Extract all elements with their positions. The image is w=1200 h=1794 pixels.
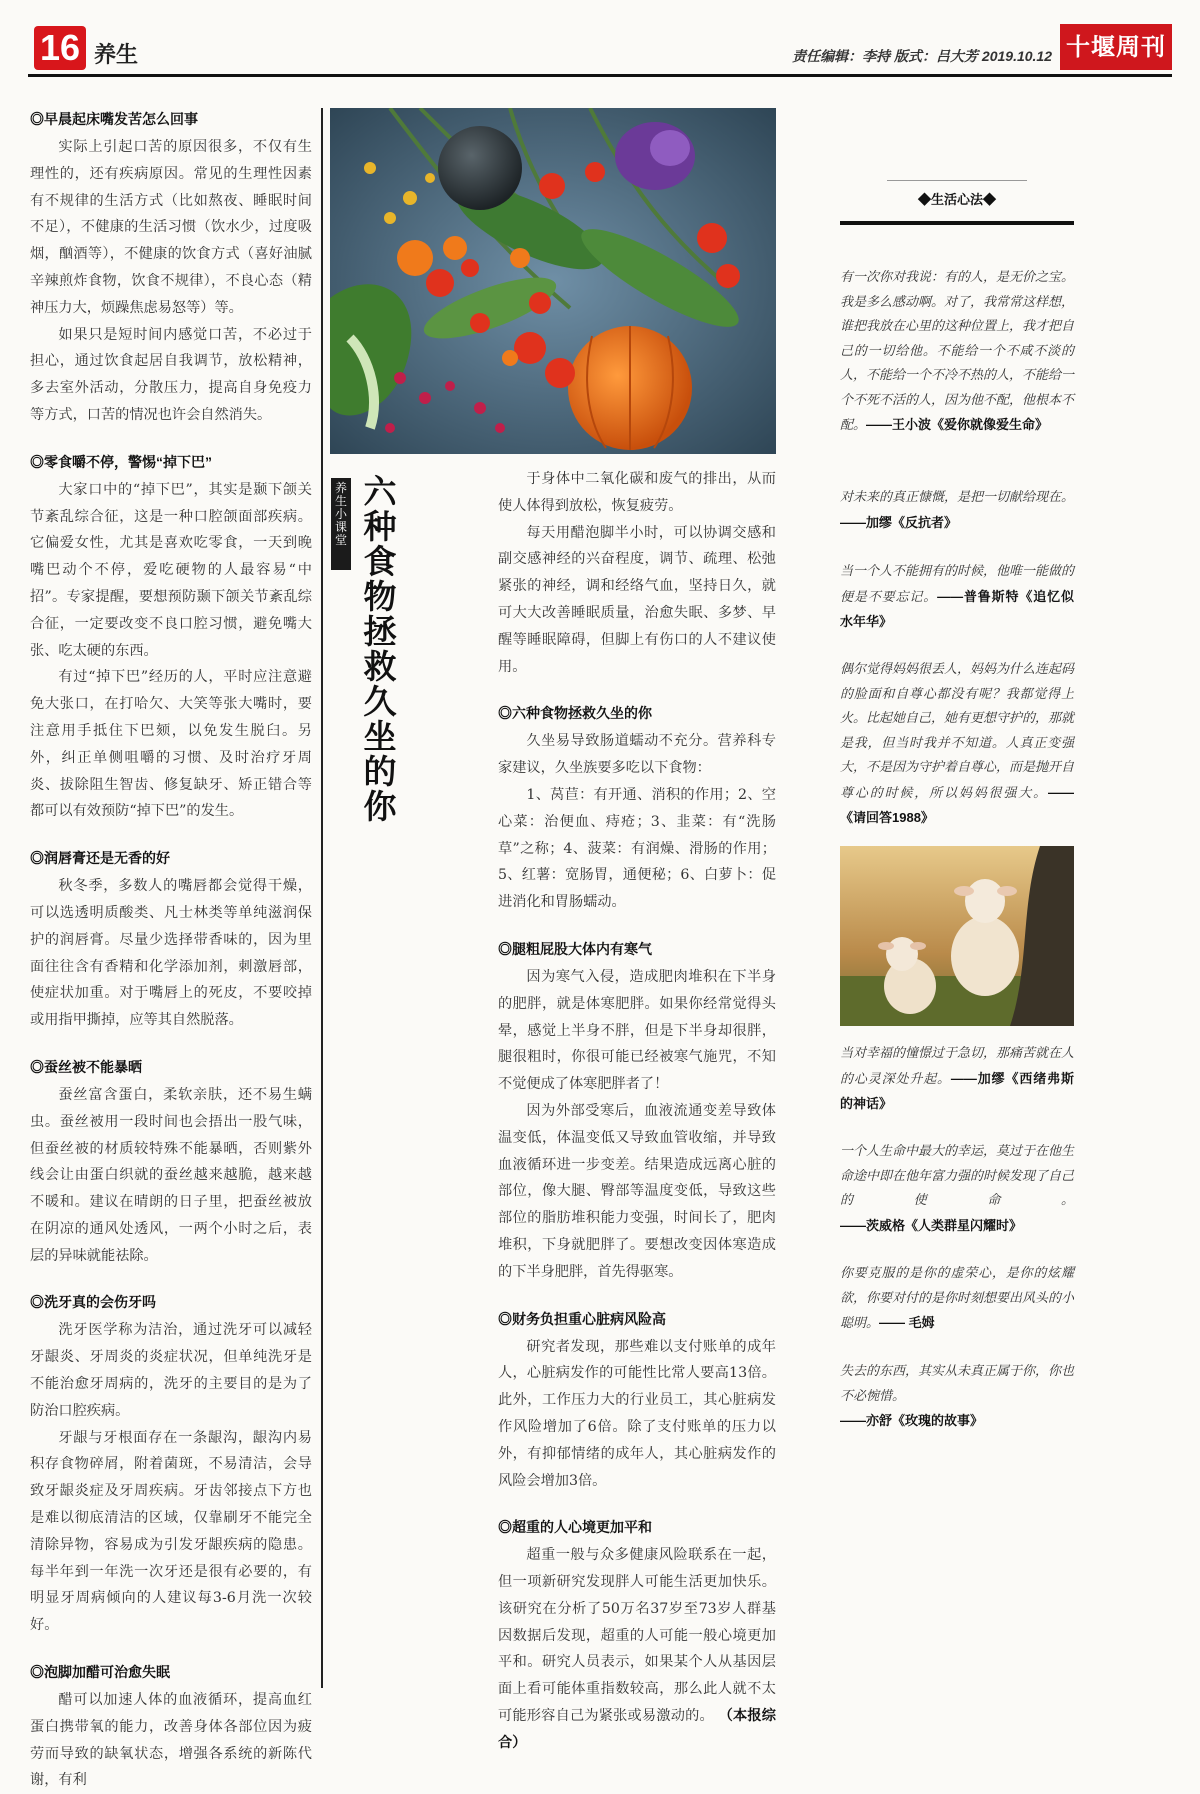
article-paragraph: 每天用醋泡脚半小时，可以协调交感和副交感神经的兴奋程度，调节、疏理、松弛紧张的神经，调和经络气血，坚持日久，就可大大改善睡眠质量，治愈失眠、多梦、早醒等睡眠障碍，但脚上有伤口的人不建议使用。 — [498, 524, 776, 675]
article-heading: ◎财务负担重心脏病风险高 — [498, 1310, 666, 1327]
quote-text: 偶尔觉得妈妈很丢人，妈妈为什么连起码的脸面和自尊心都没有呢？我都觉得上火。比起她自己，她有更想守护的，那就是我，但当时我并不知道。人真正变强大，不是因为守护着自尊心，而是抛开自尊心的时候，所以妈妈很强大。 — [840, 662, 1075, 801]
quote-text: 有一次你对我说：有的人，是无价之宝。我是多么感动啊。对了，我常常这样想，谁把我放在心里的这种位置上，我才把自己的一切给他。不能给一个不咸不淡的人，不能给一个不冷不热的人，不能给一个不死不活的人，因为他不配，他根本不配。 — [840, 270, 1075, 433]
section-title: 养生 — [94, 42, 139, 67]
article-heading: ◎零食嚼不停，警惕“掉下巴” — [30, 453, 212, 470]
quote-source: ——《请回答1988》 — [840, 784, 1074, 825]
quotes-title: ◆生活心法◆ — [887, 180, 1027, 215]
quote-text: 当对幸福的憧憬过于急切，那痛苦就在人的心灵深处升起。 — [840, 1046, 1075, 1087]
article-paragraph: 研究者发现，那些难以支付账单的成年人，心脏病发作的可能性比常人要高13倍。此外，工作压力大的行业员工，其心脏病发作风险增加了6倍。除了支付账单的压力以外，有抑郁情绪的成年人，其心脏病发作的风险会增加3倍。 — [498, 1338, 776, 1489]
masthead-logo: 十堰周刊 — [1060, 24, 1172, 70]
quote-text: 你要克服的是你的虚荣心，是你的炫耀欲，你要对付的是你时刻想要出风头的小聪明。 — [840, 1266, 1075, 1331]
article-paragraph: 醋可以加速人体的血液循环，提高血红蛋白携带氧的能力，改善身体各部位因为疲劳而导致的缺氧状态，增强各系统的新陈代谢，有利 — [30, 1692, 312, 1789]
article-paragraph: 蚕丝富含蛋白，柔软亲肤，还不易生螨虫。蚕丝被用一段时间也会捂出一股气味，但蚕丝被的材质较特殊不能暴晒，否则紫外线会让由蛋白织就的蚕丝越来越脆，越来越不暖和。建议在晴朗的日子里，把蚕丝被放在阴凉的通风处透风，一两个小时之后，表层的异味就能祛除。 — [30, 1086, 312, 1264]
article-paragraph: 久坐易导致肠道蠕动不充分。营养科专家建议，久坐族要多吃以下食物： — [498, 733, 776, 777]
article-heading: ◎腿粗屁股大体内有寒气 — [498, 940, 652, 957]
article-paragraph: 于身体中二氧化碳和废气的排出，从而使人体得到放松，恢复疲劳。 — [498, 471, 776, 514]
column-tag: 养生小课堂 — [331, 478, 351, 570]
article-paragraph: 秋冬季，多数人的嘴唇都会觉得干燥，可以选透明质酸类、凡士林类等单纯滋润保护的润唇膏。尽量少选择带香味的，因为里面往往含有香精和化学添加剂，刺激唇部，使症状加重。对于嘴唇上的死皮，不要咬掉或用指甲撕掉，应等其自然脱落。 — [30, 878, 312, 1029]
feature-title: 六种食物拯救久坐的你 — [363, 472, 397, 826]
article-heading: ◎早晨起床嘴发苦怎么回事 — [30, 111, 198, 127]
middle-column — [498, 466, 776, 1757]
quote-block — [840, 1140, 1074, 1239]
quote-block — [840, 266, 1074, 439]
left-column — [30, 108, 312, 1794]
article-heading: ◎超重的人心境更加平和 — [498, 1519, 652, 1536]
lambs-photo — [840, 846, 1074, 1026]
article-heading: ◎泡脚加醋可治愈失眠 — [30, 1664, 170, 1681]
quote-source: ——加缪《反抗者》 — [840, 514, 958, 530]
article-paragraph — [498, 1542, 776, 1756]
article-paragraph: 牙龈与牙根面存在一条龈沟，龈沟内易积存食物碎屑，附着菌斑，不易清洁，会导致牙龈炎症及牙周疾病。牙齿邻接点下方也是难以彻底清洁的区域，仅靠刷牙不能完全清除异物，容易成为引发牙龈疾病的隐患。每半年到一年洗一次牙还是很有必要的，有明显牙周病倾向的人建议每3-6月洗一次较好。 — [30, 1429, 312, 1634]
article-paragraph: 大家口中的“掉下巴”，其实是颞下颌关节紊乱综合征，这是一种口腔颌面部疾病。它偏爱女性，尤其是喜欢吃零食，一天到晚嘴巴动个不停，爱吃硬物的人最容易“中招”。专家提醒，要想预防颞下颌关节紊乱综合征，一定要改变不良口腔习惯，避免嘴大张、吃太硬的东西。 — [30, 481, 312, 659]
quote-text: 当一个人不能拥有的时候，他唯一能做的便是不要忘记。 — [840, 564, 1075, 605]
article-paragraph: 洗牙医学称为洁治，通过洗牙可以减轻牙龈炎、牙周炎的炎症状况，但单纯洗牙是不能治愈牙周病的，洗牙的主要目的是为了防治口腔疾病。 — [30, 1322, 312, 1419]
article-heading: ◎洗牙真的会伤牙吗 — [30, 1294, 156, 1311]
article-paragraph: 因为寒气入侵，造成肥肉堆积在下半身的肥胖，就是体寒肥胖。如果你经常觉得头晕，感觉上半身不胖，但是下半身却很胖，腿很粗时，你很可能已经被寒气施咒，不知不觉便成了体寒肥胖者了！ — [498, 968, 776, 1093]
quote-text: 失去的东西，其实从未真正属于你，你也不必惋惜。 — [840, 1364, 1075, 1404]
quotes-header — [840, 180, 1074, 225]
quote-text: 对未来的真正慷慨，是把一切献给现在。 — [840, 490, 1075, 505]
article-paragraph: 因为外部受寒后，血液流通变差导致体温变低，体温变低又导致血管收缩，并导致血液循环进一步变差。结果造成远离心脏的部位，像大腿、臀部等温度变低，导致这些部位的脂肪堆积能力变强，时间长了，肥肉堆积，下身就肥胖了。要想改变因体寒造成的下半身肥胖，首先得驱寒。 — [498, 1102, 776, 1280]
article-text: 超重一般与众多健康风险联系在一起，但一项新研究发现胖人可能生活更加快乐。该研究在分析了50万名37岁至73岁人群基因数据后发现，超重的人可能一般心境更加平和。研究人员表示，如果某个人从基因层面上看可能体重指数较高，那么此人就不太可能形容自己为紧张或易激动的。 — [498, 1547, 776, 1725]
quote-block — [840, 1042, 1074, 1118]
article-heading: ◎六种食物拯救久坐的你 — [498, 705, 652, 722]
article-heading: ◎润唇膏还是无香的好 — [30, 850, 170, 867]
quote-block — [840, 1262, 1074, 1337]
article-heading: ◎蚕丝被不能暴晒 — [30, 1058, 142, 1075]
quote-source: ——茨威格《人类群星闪耀时》 — [840, 1217, 1023, 1233]
quote-block — [840, 658, 1074, 832]
quote-block — [840, 560, 1074, 636]
quote-source: ——加缪《西绪弗斯的神话》 — [840, 1070, 1074, 1111]
quote-text: 一个人生命中最大的幸运，莫过于在他生命途中即在他年富力强的时候发现了自己的使命。 — [840, 1144, 1075, 1208]
article-paragraph: 实际上引起口苦的原因很多，不仅有生理性的，还有疾病原因。常见的生理性因素有不规律的生活方式（比如熬夜、睡眠时间不足），不健康的生活习惯（饮水少，过度吸烟，酗酒等），不健康的饮食方式（喜好油腻辛辣煎炸食物，饮食不规律），不良心态（精神压力大，烦躁焦虑易怒等）等。 — [30, 139, 312, 316]
quote-source: ——普鲁斯特《追忆似水年华》 — [840, 588, 1074, 629]
editor-credits: 责任编辑：李持 版式：吕大芳 2019.10.12 — [792, 48, 1052, 64]
quotes-title-bar — [840, 221, 1074, 225]
vegetables-photo — [330, 108, 776, 454]
article-paragraph: 1、莴苣：有开通、消积的作用；2、空心菜：治便血、痔疮；3、韭菜：有“洗肠草”之称；4、菠菜：有润燥、滑肠的作用；5、红薯：宽肠胃，通便秘；6、白萝卜：促进消化和胃肠蠕动。 — [498, 786, 776, 911]
article-paragraph: 如果只是短时间内感觉口苦，不必过于担心，通过饮食起居自我调节，放松精神，多去室外活动，分散压力，提高自身免疫力等方式，口苦的情况也许会自然消失。 — [30, 326, 312, 423]
article-paragraph: 有过“掉下巴”经历的人，平时应注意避免大张口，在打哈欠、大笑等张大嘴时，要注意用手抵住下巴颏，以免发生脱臼。另外，纠正单侧咀嚼的习惯、及时治疗牙周炎、拔除阻生智齿、修复缺牙、矫正错合等都可以有效预防“掉下巴”的发生。 — [30, 669, 312, 820]
quote-block — [840, 486, 1074, 536]
quote-block — [840, 1360, 1074, 1435]
page-number: 16 — [34, 26, 86, 70]
page-header — [28, 26, 1172, 77]
quote-source: —— 毛姆 — [879, 1315, 935, 1330]
column-divider — [321, 108, 323, 1688]
quote-source: ——亦舒《玫瑰的故事》 — [840, 1413, 984, 1428]
quote-source: ——王小波《爱你就像爱生命》 — [866, 417, 1049, 432]
source-credit: （本报综合） — [498, 1708, 776, 1751]
